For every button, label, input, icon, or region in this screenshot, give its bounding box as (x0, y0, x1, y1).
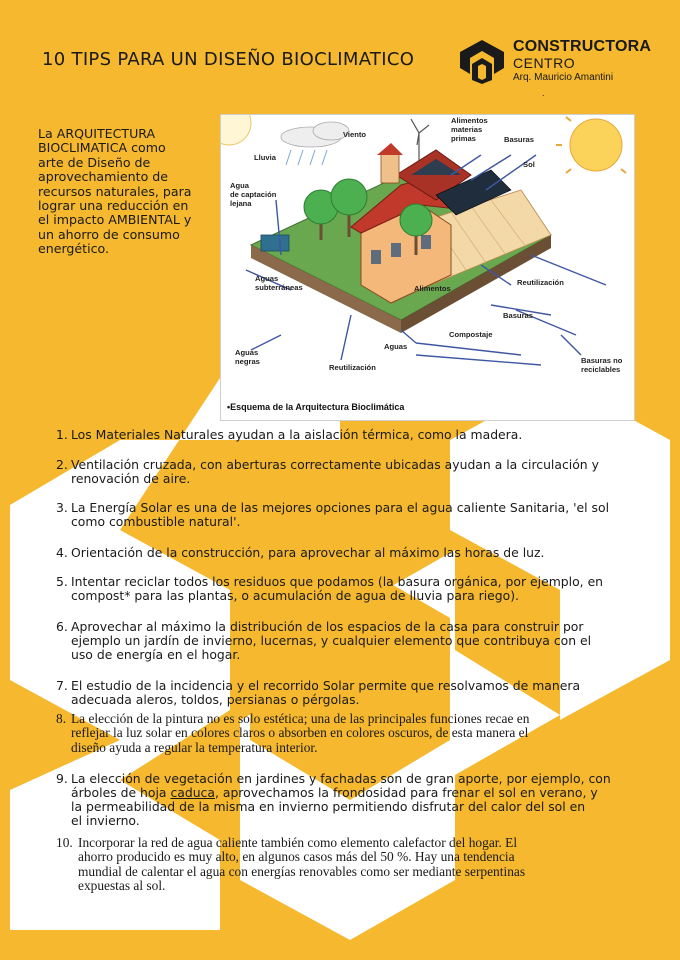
label-alimentos: Alimentos (414, 284, 451, 293)
tip-number: 10. (56, 835, 73, 850)
tip-text: la permeabilidad de la misma en invierno permitiendo disfrutar del calor del sol en (71, 799, 586, 814)
tip-number: 1. (56, 427, 68, 442)
tip-text: expuestas al sol. (78, 878, 166, 894)
tip-number: 5. (56, 574, 68, 589)
label-aguas: Aguas (384, 342, 408, 351)
cloud-icon (281, 122, 349, 147)
intro-text (38, 127, 213, 257)
tip-text: Ventilación cruzada, con aberturas correctamente ubicadas ayudan a la circulación y (71, 457, 599, 472)
intro-line: La ARQUITECTURA (38, 126, 156, 141)
tip-underlined-word: caduca (170, 785, 215, 800)
bioclimatic-diagram (220, 114, 635, 421)
tip-text: adecuada aleros, toldos, persianas o pérgolas. (71, 692, 360, 707)
label-basuras-mid: Basuras (503, 311, 533, 320)
label-sol: Sol (523, 160, 535, 169)
tip-item (56, 575, 626, 603)
sun-left-icon (221, 115, 251, 145)
label-aguas-sub-1: Aguas (255, 274, 279, 283)
label-basuras-no-1: Basuras no (581, 356, 623, 365)
tip-item (56, 458, 626, 486)
label-compostaje: Compostaje (449, 330, 493, 339)
label-materias: materias (451, 125, 483, 134)
page-title: 10 TIPS PARA UN DISEÑO BIOCLIMATICO (42, 49, 415, 70)
label-reutilizacion-bottom: Reutilización (329, 363, 376, 372)
logo-dot: . (542, 89, 545, 98)
intro-line: energético. (38, 241, 110, 257)
logo-name-line2: CENTRO (513, 55, 576, 71)
label-aguas-negras-2: negras (235, 357, 260, 366)
diagram-caption: •Esquema de la Arquitectura Bioclimática (227, 402, 405, 412)
tip-text: Intentar reciclar todos los residuos que podamos (la basura orgánica, por ejemplo, en (71, 574, 604, 589)
tip-text: uso de energía en el hogar. (71, 647, 241, 662)
tip-text: La elección de la pintura no es solo estética; una de las principales funciones recae en (71, 711, 530, 726)
tip-text: renovación de aire. (71, 471, 191, 486)
tip-text: Orientación de la construcción, para aprovechar al máximo las horas de luz. (71, 545, 545, 560)
label-reutilizacion-right: Reutilización (517, 278, 564, 287)
tip-number: 8. (56, 711, 67, 726)
tip-text: diseño ayuda a regular la temperatura interior. (71, 739, 318, 755)
tip-text: Aprovechar al máximo la distribución de los espacios de la casa para construir por (71, 619, 584, 634)
tip-number: 7. (56, 678, 68, 693)
tip-text: mundial de calentar el agua con energías renovables como ser mediante serpentinas (78, 863, 526, 879)
intro-line: un ahorro de consumo (38, 226, 180, 242)
label-basuras-top: Basuras (504, 135, 534, 144)
label-agua-captacion-3: lejana (230, 199, 252, 208)
intro-line: el impacto AMBIENTAL y (38, 212, 192, 228)
intro-line: recursos naturales, para (38, 183, 192, 199)
tip-item (56, 620, 626, 662)
water-tank-icon (261, 235, 289, 251)
tip-item (56, 501, 626, 529)
tip-item (56, 679, 626, 707)
tip-text: árboles de hoja (71, 785, 171, 800)
tip-text: ejemplo un jardín de invierno, lucernas, y cualquier elemento que contribuya con el (71, 633, 592, 648)
logo-name-line1: CONSTRUCTORA (513, 38, 652, 55)
sun-icon (556, 115, 626, 173)
tip-text: El estudio de la incidencia y el recorrido Solar permite que resolvamos de manera (71, 678, 581, 693)
tip-text: como combustible natural'. (71, 514, 241, 529)
company-logo (458, 38, 673, 98)
label-viento: Viento (343, 130, 367, 139)
tip-item (56, 836, 626, 894)
tip-text: La elección de vegetación en jardines y fachadas son de gran aporte, por ejemplo, con (71, 771, 611, 786)
tip-number: 2. (56, 457, 68, 472)
tip-number: 9. (56, 771, 68, 786)
label-basuras-no-2: reciclables (581, 365, 621, 374)
tip-text: el invierno. (71, 813, 140, 828)
label-primas: primas (451, 134, 476, 143)
logo-hexagon-icon (458, 38, 506, 84)
tip-text: La Energía Solar es una de las mejores opciones para el agua caliente Sanitaria, 'el sol (71, 500, 610, 515)
intro-line: lograr una reducción en (38, 198, 189, 214)
tip-number: 3. (56, 500, 68, 515)
tip-text: compost* para las plantas, o acumulación de agua de lluvia para riego). (71, 588, 519, 603)
tip-item (56, 712, 626, 755)
tip-text: , aprovechamos la frondosidad para frenar el sol en verano, y (214, 785, 598, 800)
intro-line: arte de Diseño de (38, 154, 151, 170)
label-agua-captacion-1: Agua (230, 181, 249, 190)
intro-line: BIOCLIMATICA como (38, 140, 166, 156)
label-lluvia: Lluvia (254, 153, 276, 162)
tip-text: reflejar la luz solar en colores claros o absorben en colores oscuros, de esta manera el (71, 725, 529, 741)
tip-item (56, 428, 626, 442)
diagram-illustration (221, 115, 634, 415)
label-agua-captacion-2: de captación (230, 190, 277, 199)
tip-text: Incorporar la red de agua caliente también como elemento calefactor del hogar. El (78, 835, 518, 850)
tip-item (56, 546, 626, 560)
intro-line: aprovechamiento de (38, 169, 169, 185)
tip-number: 6. (56, 619, 68, 634)
tip-text: Los Materiales Naturales ayudan a la aislación térmica, como la madera. (71, 427, 523, 442)
label-aguas-negras-1: Aguas (235, 348, 259, 357)
tip-number: 4. (56, 545, 68, 560)
tip-text: ahorro producido es muy alto, en algunos casos más del 50 %. Hay una tendencia (78, 849, 515, 865)
label-aguas-sub-2: subterráneas (255, 283, 303, 292)
rain-icon (286, 150, 327, 165)
logo-subtitle: Arq. Mauricio Amantini (513, 72, 614, 83)
tip-item (56, 772, 626, 828)
label-alimentos-materias: Alimentos (451, 116, 488, 125)
